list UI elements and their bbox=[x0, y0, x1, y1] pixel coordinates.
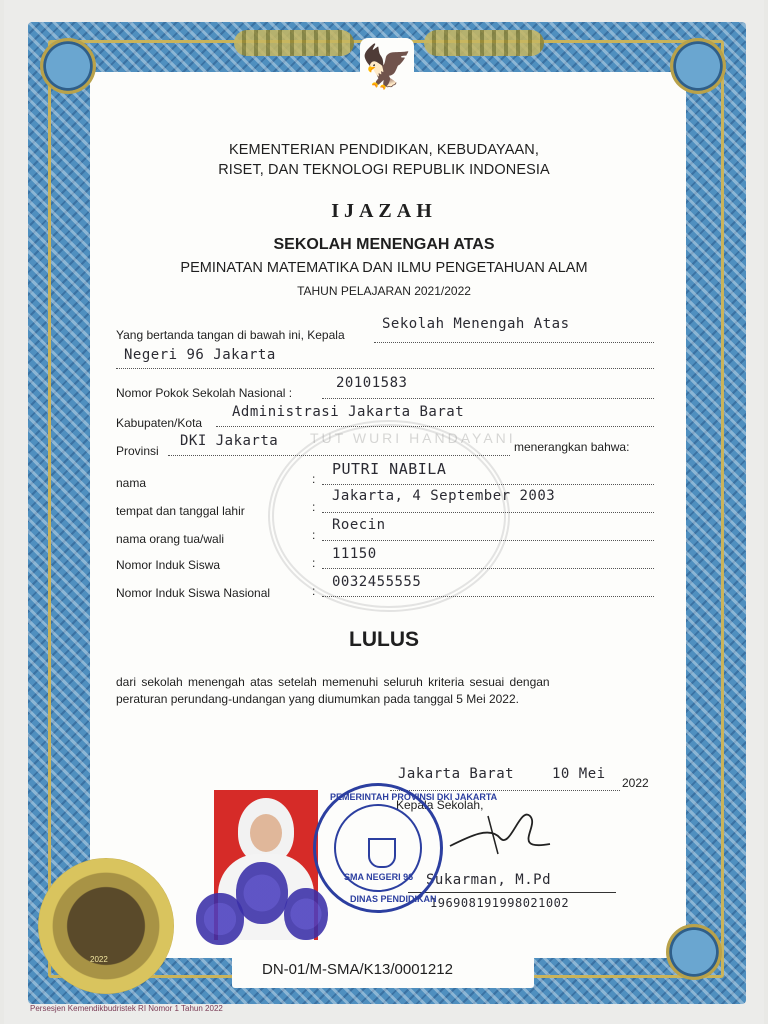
school-type: SEKOLAH MENENGAH ATAS bbox=[273, 236, 495, 253]
nisn-value: 0032455555 bbox=[332, 574, 422, 590]
dotted-line bbox=[322, 568, 654, 569]
signature-year: 2022 bbox=[622, 776, 649, 790]
hologram-seal bbox=[38, 858, 174, 994]
colon: : bbox=[312, 472, 316, 486]
watermark-text: TUT WURI HANDAYANI bbox=[310, 430, 516, 446]
stamp-dinas-text: DINAS PENDIDIKAN bbox=[350, 894, 437, 904]
signature-place: Jakarta Barat bbox=[398, 766, 515, 782]
dotted-line bbox=[322, 512, 654, 513]
fingerprint-middle bbox=[236, 862, 288, 924]
academic-year: TAHUN PELAJARAN 2021/2022 bbox=[297, 284, 471, 298]
dotted-line bbox=[168, 455, 510, 456]
student-name-value: PUTRI NABILA bbox=[332, 460, 447, 478]
dotted-line bbox=[116, 368, 654, 369]
gold-ornament-top-right bbox=[424, 30, 544, 56]
principal-nip: 196908191998021002 bbox=[430, 896, 570, 910]
garuda-emblem-icon: 🦅 bbox=[360, 38, 414, 96]
dotted-line bbox=[390, 790, 620, 791]
corner-ornament-top-right bbox=[670, 38, 726, 94]
signature-date: 10 Mei bbox=[552, 766, 606, 782]
corner-ornament-bottom-right bbox=[666, 924, 722, 980]
signature-role: Kepala Sekolah, bbox=[396, 798, 484, 812]
photo-face bbox=[250, 814, 282, 852]
school-name-1: Sekolah Menengah Atas bbox=[382, 316, 570, 332]
graduation-status: LULUS bbox=[349, 628, 419, 651]
npsn-label: Nomor Pokok Sekolah Nasional : bbox=[116, 386, 293, 400]
parent-label: nama orang tua/wali bbox=[116, 532, 225, 546]
statement-line-1: dari sekolah menengah atas setelah memenuhi seluruh kriteria sesuai dengan bbox=[116, 675, 550, 689]
serial-number: DN-01/M-SMA/K13/0001212 bbox=[262, 961, 453, 978]
dotted-line bbox=[322, 484, 654, 485]
statement-line-2: peraturan perundang-undangan yang diumumkan pada tanggal 5 Mei 2022. bbox=[116, 692, 519, 706]
ministry-line-1: KEMENTERIAN PENDIDIKAN, KEBUDAYAAN, bbox=[229, 142, 539, 158]
provinsi-value: DKI Jakarta bbox=[180, 433, 279, 449]
signature-line bbox=[408, 892, 616, 893]
nis-value: 11150 bbox=[332, 546, 377, 562]
nisn-label: Nomor Induk Siswa Nasional bbox=[116, 586, 271, 600]
intro-label: Yang bertanda tangan di bawah ini, Kepala bbox=[116, 328, 345, 342]
dotted-line bbox=[216, 426, 654, 427]
parent-value: Roecin bbox=[332, 517, 386, 533]
colon: : bbox=[312, 584, 316, 598]
footer-note: Persesjen Kemendikbudristek RI Nomor 1 Tahun 2022 bbox=[30, 1004, 223, 1013]
dotted-line bbox=[322, 540, 654, 541]
dotted-line bbox=[322, 596, 654, 597]
school-name-2: Negeri 96 Jakarta bbox=[124, 347, 276, 363]
colon: : bbox=[312, 500, 316, 514]
provinsi-label: Provinsi bbox=[116, 444, 159, 458]
colon: : bbox=[312, 556, 316, 570]
document-title: IJAZAH bbox=[331, 200, 437, 222]
birth-value: Jakarta, 4 September 2003 bbox=[332, 488, 556, 504]
handwritten-signature bbox=[440, 796, 560, 866]
npsn-value: 20101583 bbox=[336, 375, 408, 391]
fingerprint-right bbox=[284, 888, 328, 940]
program-name: PEMINATAN MATEMATIKA DAN ILMU PENGETAHUAN ALAM bbox=[180, 260, 588, 276]
nis-label: Nomor Induk Siswa bbox=[116, 558, 221, 572]
seal-year: 2022 bbox=[90, 955, 108, 964]
gold-ornament-top-left bbox=[234, 30, 354, 56]
stamp-shield-icon bbox=[368, 838, 396, 868]
stamp-top-text: PEMERINTAH PROVINSI DKI JAKARTA bbox=[330, 792, 498, 802]
kabupaten-value: Administrasi Jakarta Barat bbox=[232, 404, 465, 420]
dotted-line bbox=[322, 398, 654, 399]
corner-ornament-top-left bbox=[40, 38, 96, 94]
stamp-bottom-text: SMA NEGERI 96 bbox=[344, 872, 414, 882]
principal-name: Sukarman, M.Pd bbox=[426, 872, 552, 888]
student-name-label: nama bbox=[116, 476, 147, 490]
menerangkan-label: menerangkan bahwa: bbox=[514, 440, 630, 454]
ministry-line-2: RISET, DAN TEKNOLOGI REPUBLIK INDONESIA bbox=[218, 162, 550, 178]
birth-label: tempat dan tanggal lahir bbox=[116, 504, 245, 518]
kabupaten-label: Kabupaten/Kota bbox=[116, 416, 203, 430]
dotted-line bbox=[374, 342, 654, 343]
colon: : bbox=[312, 528, 316, 542]
